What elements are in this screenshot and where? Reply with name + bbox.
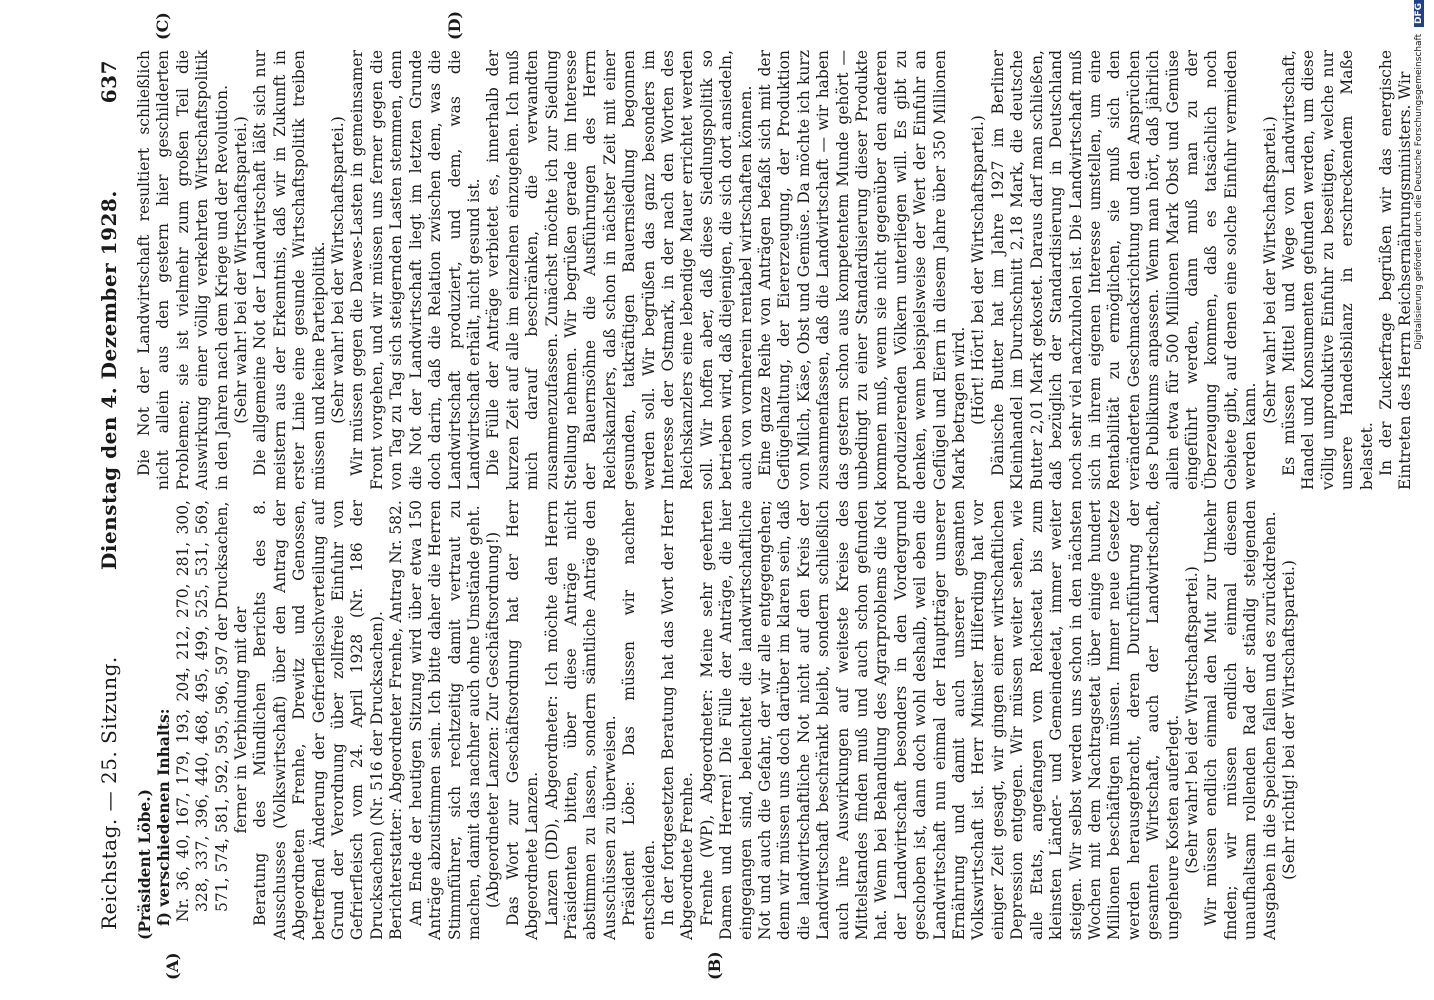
paragraph: Die Fülle der Anträge verbietet es, innerhalb der kurzen Zeit auf alle im einzelnen einzugehen. Ich muß mich darauf beschränken, die verwandten zusammenzufassen. Zunächst möchte ich zur Siedlung Stellung nehmen. Wir begrüßen gerade im Interesse der Bauernsöhne die Ausführungen des Herrn Reichskanzlers, daß schon in nächster Zeit mit einer gesunden, tatkräftigen Bauernsiedlung begonnen werden soll. Wir begrüßen das ganz besonders im Interesse der Ostmark, in der nach den Worten des Reichskanzlers eine lebendige Mauer errichtet werden soll. Wir hoffen aber, daß diese Siedlungspolitik so betrieben wird, daß diejenigen, die sich dort ansiedeln, auch von vornherein rentabel wirtschaften können.: [484, 50, 755, 490]
paragraph: (Sehr richtig! bei der Wirtschaftspartei.): [1279, 560, 1298, 880]
margin-letter-c: (C): [153, 12, 172, 40]
paragraph: Nr. 36, 40, 167, 179, 193, 204, 212, 270, 281, 300, 328, 337, 396, 440, 468, 495, 499, 525, 531, 569, 571, 574, 581, 592, 595, 596, 597 der Drucksachen,: [173, 500, 231, 922]
paragraph: Wir müssen gegen die Dawes-Lasten in gemeinsamer Front vorgehen, und wir müssen uns ferner gegen die von Tag zu Tag sich steigernden Lasten stemmen, denn die Not der Landwirtschaft liegt im letzten Grunde doch darin, daß die Relation zwischen dem, was die Landwirtschaft produziert, und dem, was die Landwirtschaft erhält, nicht gesund ist.: [348, 50, 483, 490]
paragraph: Das Wort zur Geschäftsordnung hat der Herr Abgeordnete Lanzen.: [503, 500, 542, 940]
paragraph: (Sehr wahr! bei der Wirtschaftspartei.): [1260, 116, 1279, 424]
credit-strip: [1414, 0, 1430, 1000]
paragraph: In der fortgesetzten Beratung hat das Wort der Herr Abgeordnete Frenhe.: [658, 500, 697, 940]
right-column: [135, 50, 1416, 490]
paragraph: Dänische Butter hat im Jahre 1927 im Berliner Kleinhandel im Durchschnitt 2,18 Mark, die deutsche Butter 2,01 Mark gekostet. Daraus darf man schließen, daß bezüglich der Standardisierung in Deutschland noch sehr viel nachzuholen ist. Die Landwirtschaft muß sich in ihrem eigenen Interesse umstellen, um eine Rentabilität zu ermöglichen, sie muß sich den veränderten Geschmacksrichtung und den Ansprüchen des Publikums anpassen. Wenn man hört, daß jährlich allein etwa für 500 Millionen Mark Obst und Gemüse eingeführt werden, dann muß man zu der Überzeugung kommen, daß es tatsächlich noch Gebiete gibt, auf denen eine solche Einfuhr vermieden werden kann.: [988, 50, 1260, 490]
paragraph: ferner in Verbindung mit der: [232, 606, 251, 834]
credit-text: Digitalisierung gefördert durch die Deutsche Forschungsgemeinschaft: [1414, 33, 1424, 350]
paragraph: Wir müssen endlich einmal den Mut zur Umkehr finden; wir müssen endlich einmal diesem unaufhaltsam rollenden Rad der ständig steigenden Ausgaben in die Speichen fallen und es zurückdrehen.: [1202, 500, 1279, 940]
left-column: [135, 500, 1299, 940]
paragraph: Präsident Löbe: Das müssen wir nachher entscheiden.: [620, 500, 658, 940]
paragraph: (Präsident Löbe.): [135, 788, 154, 940]
margin-letter-d: (D): [445, 10, 464, 40]
rotated-page: [15, 0, 1415, 1000]
credit-line: [1414, 0, 1430, 1000]
paragraph: Beratung des Mündlichen Berichts des 8. Ausschusses (Volkswirtschaft) über den Antrag der Abgeordneten Frenhe, Drewitz und Genossen, betreffend Änderung der Gefrierfleischverteilung auf Grund der Verordnung über zollfreie Einfuhr von Gefrierfleisch vom 24. April 1928 (Nr. 186 der Drucksachen) (Nr. 516 der Drucksachen).: [251, 500, 386, 940]
paragraph: (Hört! Hört! bei der Wirtschaftspartei.): [969, 115, 988, 425]
margin-letter-a: (A): [163, 952, 182, 980]
paragraph: (Sehr wahr! bei der Wirtschaftspartei.): [232, 116, 251, 424]
paragraph: (Abgeordneter Lanzen: Zur Geschäftsordnung!): [484, 531, 503, 909]
page-header: [93, 50, 127, 930]
paragraph: (Sehr wahr! bei der Wirtschaftspartei.): [1182, 566, 1201, 874]
paragraph: Lanzen (DD), Abgeordneter: Ich möchte den Herrn Präsidenten bitten, über diese Anträge nicht abstimmen zu lassen, sondern sämtliche Anträge den Ausschüssen zu überweisen.: [542, 500, 619, 940]
header-date: Dienstag den 4. Dezember 1928.: [97, 190, 121, 570]
page-number: 637: [97, 60, 121, 104]
paragraph: Am Ende der heutigen Sitzung wird über etwa 150 Anträge abzustimmen sein. Ich bitte daher die Herren Stimmführer, sich rechtzeitig damit vertraut zu machen, damit das nachher auch ohne Umstände geht.: [406, 500, 483, 940]
margin-letter-b: (B): [705, 951, 724, 980]
paragraph: Frenhe (WP), Abgeordneter: Meine sehr geehrten Damen und Herren! Die Fülle der Anträge, die hier eingegangen sind, beleuchtet die landwirtschaftliche Not und auch die Gefahr, der wir alle entgegengehen; denn wir müssen uns doch darüber im klaren sein, daß die landwirtschaftliche Not nicht auf den Kreis der Landwirtschaft beschränkt bleibt, sondern schließlich auch ihre Auswirkungen auf weiteste Kreise des Mittelstandes finden muß und auch schon gefunden hat. Wenn bei Behandlung des Agrarproblems die Not der Landwirtschaft besonders in den Vordergrund geschoben ist, dann doch wohl deshalb, weil eben die Landwirtschaft nun einmal der Hauptträger unserer Ernährung und damit auch unserer gesamten Volkswirtschaft ist. Herr Minister Hilferding hat vor einiger Zeit gesagt, wir gingen einer wirtschaftlichen Depression entgegen. Wir müssen weiter sehen, wie alle Etats, angefangen vom Reichsetat bis zum kleinsten Länder- und Gemeindeetat, immer weiter steigen. Wir selbst werden uns schon in den nächsten Wochen mit dem Nachtragsetat über einige hundert Millionen beschäftigen müssen. Immer neue Gesetze werden herausgebracht, deren Durchführung der gesamten Wirtschaft, auch der Landwirtschaft, ungeheure Kosten auferlegt.: [697, 500, 1182, 940]
header-session: Reichstag. — 25. Sitzung.: [97, 656, 121, 930]
paragraph: Es müssen Mittel und Wege von Landwirtschaft, Handel und Konsumenten gefunden werden, um diese völlig unproduktive Einfuhr zu beseitigen, welche nur unsere Handelsbilanz in erschreckendem Maße belastet.: [1279, 50, 1376, 490]
dfg-logo: DFG: [1414, 0, 1424, 27]
paragraph: Berichterstatter: Abgeordneter Frenhe, Antrag Nr. 582.: [387, 500, 406, 940]
paragraph: Eine ganze Reihe von Anträgen befaßt sich mit der Geflügelhaltung, der Eiererzeugung, der Produktion von Milch, Käse, Obst und Gemüse. Da möchte ich kurz zusammenfassen, daß die Landwirtschaft — wir haben das gestern schon aus kompetentem Munde gehört — unbedingt zu einer Standardisierung dieser Produkte kommen muß, wenn sie nicht gegenüber den anderen produzierenden Völkern unterliegen will. Es gibt zu denken, wenn beispielsweise der Wert der Einfuhr an Geflügel und Eiern in diesem Jahre über 350 Millionen Mark betragen wird.: [756, 50, 969, 490]
paragraph: In der Zuckerfrage begrüßen wir das energische Eintreten des Herrn Reichsernährungsministers. Wir: [1377, 50, 1415, 490]
paragraph: Die allgemeine Not der Landwirtschaft läßt sich nur meistern aus der Erkenntnis, daß wir in Zukunft in erster Linie eine gesunde Wirtschaftspolitik treiben müssen und keine Parteipolitik.: [251, 50, 328, 490]
paragraph: (Sehr wahr! bei der Wirtschaftspartei.): [329, 116, 348, 424]
paragraph: f) verschiedenen Inhalts:: [154, 708, 174, 926]
paragraph: Die Not der Landwirtschaft resultiert schließlich nicht allein aus den gestern hier geschilderten Problemen; sie ist vielmehr zum großen Teil die Auswirkung einer völlig verkehrten Wirtschaftspolitik in den Jahren nach dem Kriege und der Revolution.: [135, 50, 231, 490]
